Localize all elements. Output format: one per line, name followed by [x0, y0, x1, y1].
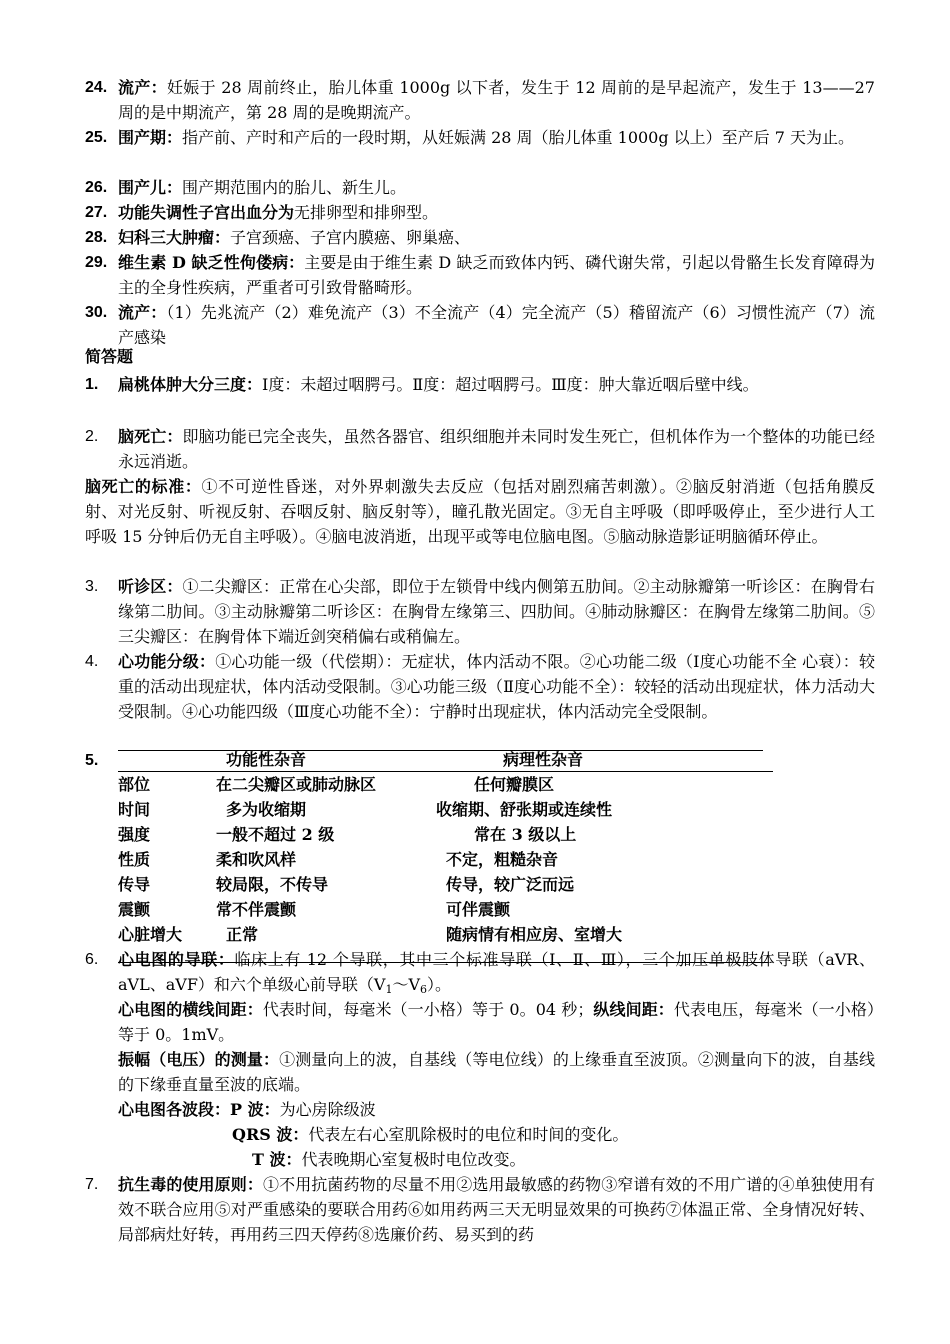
qa-item — [85, 649, 875, 724]
row-label: 部位 — [118, 775, 151, 794]
cell-pathological: 任何瓣膜区 — [474, 775, 555, 794]
answer-text: ～V — [392, 975, 421, 994]
column-header: 功能性杂音 — [226, 750, 307, 769]
definition-item — [85, 75, 875, 125]
term: 振幅（电压）的测量： — [118, 1050, 280, 1069]
cell-pathological: 随病情有相应房、室增大 — [446, 925, 623, 944]
cell-functional: 正常 — [226, 925, 259, 944]
term: 心电图的横线间距： — [118, 1000, 263, 1019]
definition-text: 妊娠于 28 周前终止，胎儿体重 1000g 以下者，发生于 12 周前的是早起流产，发生于 13——27 周的是中期流产，第 28 周的是晚期流产。 — [118, 78, 875, 122]
item-number: 4. — [85, 653, 99, 670]
cell-pathological: 可伴震颤 — [446, 900, 511, 919]
definition-item — [85, 250, 875, 300]
item-number: 30. — [85, 304, 108, 321]
item-number: 2. — [85, 428, 99, 445]
table-row — [118, 872, 738, 897]
row-label: 震颤 — [118, 900, 151, 919]
cell-functional: 多为收缩期 — [226, 800, 307, 819]
item-number: 25. — [85, 129, 108, 146]
definition-item — [85, 225, 875, 250]
answer-text: ①心功能一级（代偿期）：无症状，体内活动不限。②心功能二级（Ⅰ度心功能不全 心衰）：较重的活动出现症状，体内活动受限制。③心功能三级（Ⅱ度心功能不全）：较轻的活动出现症状，体力活动大受限制。④心功能四级（Ⅲ度心功能不全）：宁静时出现症状，体内活动完全受限制。 — [118, 652, 875, 721]
definition-text: 围产期范围内的胎儿、新生儿。 — [182, 178, 407, 197]
cell-pathological: 不定，粗糙杂音 — [446, 850, 559, 869]
qa-item — [85, 372, 875, 397]
definition-text: 指产前、产时和产后的一段时期，从妊娠满 28 周（胎儿体重 1000g 以上）至产后 7 天为止。 — [182, 128, 855, 147]
item-number: 5. — [85, 752, 99, 769]
row-label: 性质 — [118, 850, 151, 869]
table-row — [118, 897, 738, 922]
answer-text: ①测量向上的波，自基线（等电位线）的上缘垂直至波顶。②测量向下的波，自基线的下缘垂直量至波的底端。 — [118, 1050, 875, 1094]
answer-text: 代表晚期心室复极时电位改变。 — [301, 1150, 526, 1169]
row-label: 强度 — [118, 825, 151, 844]
row-label: 传导 — [118, 875, 151, 894]
definition-text: 主要是由于维生素 D 缺乏而致体内钙、磷代谢失常，引起以骨骼生长发育障碍为主的全身性疾病，严重者可引致骨骼畸形。 — [118, 253, 875, 297]
cell-pathological: 常在 3 级以上 — [474, 825, 577, 844]
term: 扁桃体肿大分三度： — [118, 375, 263, 394]
definition-item — [85, 125, 875, 150]
term: 围产期： — [118, 128, 183, 147]
cell-functional: 常不伴震颤 — [216, 900, 297, 919]
subscript: 6 — [420, 983, 428, 996]
term: 听诊区： — [118, 577, 183, 596]
term: 维生素 D 缺乏性佝偻病： — [118, 253, 305, 272]
term: P 波： — [230, 1100, 280, 1119]
term: 脑死亡的标准： — [85, 477, 202, 496]
term: 围产儿： — [118, 178, 183, 197]
ecg-grid-paragraph — [118, 997, 875, 1047]
column-header: 病理性杂音 — [503, 750, 584, 769]
term: 妇科三大肿瘤： — [118, 228, 231, 247]
term: 心电图各波段： — [118, 1100, 231, 1119]
table-row — [118, 797, 738, 822]
cell-pathological: 传导，较广泛而远 — [446, 875, 575, 894]
table-row — [118, 822, 738, 847]
answer-text: Ⅰ度：未超过咽腭弓。Ⅱ度：超过咽腭弓。Ⅲ度：肿大靠近咽后壁中线。 — [262, 375, 759, 394]
answer-text: 即脑功能已完全丧失，虽然各器官、组织细胞并未同时发生死亡，但机体作为一个整体的功能已经永远消逝。 — [118, 427, 875, 471]
table-row — [118, 772, 738, 797]
cell-pathological: 收缩期、舒张期或连续性 — [436, 800, 613, 819]
answer-text: 代表电压，每毫米（一小格）等于 0。1mV。 — [118, 1000, 875, 1044]
term: 心功能分级： — [118, 652, 216, 671]
qa-item — [85, 947, 875, 1002]
item-number: 29. — [85, 254, 108, 271]
term: 抗生毒的使用原则： — [118, 1175, 263, 1194]
qa-item — [85, 424, 875, 474]
definition-item — [85, 200, 875, 225]
row-label: 心脏增大 — [118, 925, 183, 944]
table-row — [118, 922, 738, 947]
table-row — [118, 847, 738, 872]
item-number: 24. — [85, 79, 108, 96]
term: QRS 波： — [232, 1125, 309, 1144]
murmur-table-header — [118, 747, 738, 772]
item-number: 6. — [85, 951, 99, 968]
answer-text: 代表时间，每毫米（一小格）等于 0。04 秒； — [262, 1000, 594, 1019]
item-number: 26. — [85, 179, 108, 196]
subscript: 1 — [385, 983, 393, 996]
item-number: 27. — [85, 204, 108, 221]
term: 脑死亡： — [118, 427, 183, 446]
definition-text: 子宫颈癌、子宫内膜癌、卵巢癌、 — [230, 228, 471, 247]
row-label: 时间 — [118, 800, 151, 819]
ecg-waves-line — [118, 1097, 875, 1122]
ecg-t-line — [252, 1147, 872, 1172]
answer-text: ）。 — [427, 975, 452, 994]
answer-text: ①不用抗菌药物的尽量不用②选用最敏感的药物③窄谱有效的不用广谱的④单独使用有效不联合应用⑤对严重感染的要联合用药⑥如用药两三天无明显效果的可换药⑦体温正常、全身情况好转、局部病灶好转，再用药三四天停药⑧选廉价药、易买到的药 — [118, 1175, 875, 1244]
term: T 波： — [252, 1150, 302, 1169]
ecg-amplitude-paragraph — [118, 1047, 875, 1097]
definition-text: （1）先兆流产（2）难免流产（3）不全流产（4）完全流产（5）稽留流产（6）习惯性流产（7）流产感染 — [118, 303, 875, 347]
item-number: 1. — [85, 376, 99, 393]
cell-functional: 较局限，不传导 — [216, 875, 329, 894]
answer-text: ①不可逆性昏迷，对外界刺激失去反应（包括对剧烈痛苦刺激）。②脑反射消逝（包括角膜反射、对光反射、听视反射、吞咽反射、脑反射等），瞳孔散光固定。③无自主呼吸（即呼吸停止，至少进行人工呼吸 15 分钟后仍无自主呼吸）。④脑电波消逝，出现平或等电位脑电图。⑤脑动脉造影证明脑循环停止。 — [85, 477, 875, 546]
definition-item — [85, 300, 875, 350]
cell-functional: 一般不超过 2 级 — [216, 825, 335, 844]
item-number: 7. — [85, 1176, 99, 1193]
answer-text: ①二尖瓣区：正常在心尖部，即位于左锁骨中线内侧第五肋间。②主动脉瓣第一听诊区：在胸骨右缘第二肋间。③主动脉瓣第二听诊区：在胸骨左缘第三、四肋间。④肺动脉瓣区：在胸骨左缘第二肋间。⑤三尖瓣区：在胸骨体下端近剑突稍偏右或稍偏左。 — [118, 577, 875, 646]
term: 流产： — [118, 78, 167, 97]
definition-item — [85, 175, 875, 200]
item-number: 28. — [85, 229, 108, 246]
qa-item — [85, 1172, 875, 1247]
term: 纵线间距： — [593, 1000, 674, 1019]
cell-functional: 在二尖瓣区或肺动脉区 — [216, 775, 377, 794]
section-heading: 简答题 — [85, 347, 134, 366]
ecg-qrs-line — [232, 1122, 872, 1147]
brain-death-criteria — [85, 474, 875, 549]
answer-text: 临床上有 12 个导联，其中三个标准导联（Ⅰ、Ⅱ、Ⅲ），三个加压单极肢体导联（aVR、aVL、aVF）和六个单级心前导联（V — [118, 950, 875, 994]
term: 功能失调性子宫出血分为 — [118, 203, 295, 222]
answer-text: 代表左右心室肌除极时的电位和时间的变化。 — [308, 1125, 629, 1144]
term: 流产： — [118, 303, 167, 322]
item-number: 3. — [85, 578, 99, 595]
cell-functional: 柔和吹风样 — [216, 850, 297, 869]
definition-text: 无排卵型和排卵型。 — [294, 203, 439, 222]
qa-item — [85, 574, 875, 649]
term: 心电图的导联： — [118, 950, 235, 969]
answer-text: 为心房除级波 — [279, 1100, 376, 1119]
